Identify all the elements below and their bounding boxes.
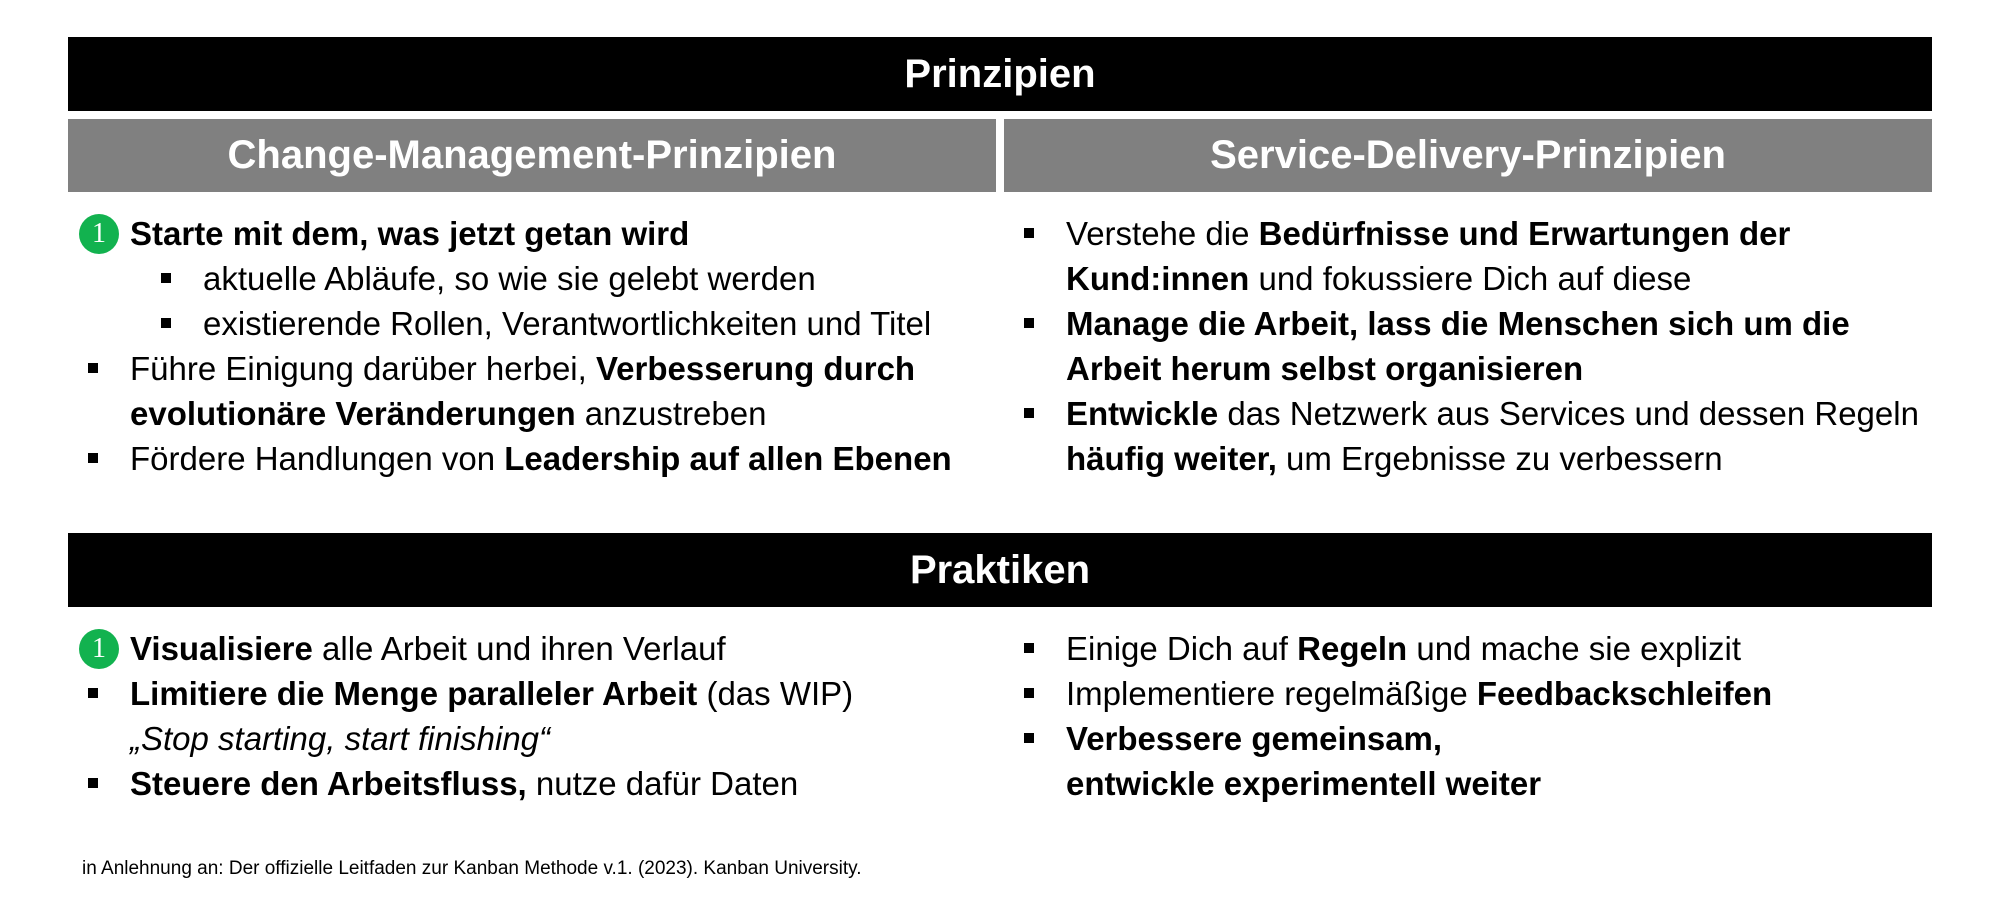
number-badge-icon: 1 (79, 629, 119, 669)
text-segment: Entwickle (1066, 395, 1219, 432)
text-segment: Feedbackschleifen (1476, 675, 1773, 712)
text-segment: nutze dafür Daten (526, 765, 799, 802)
text-segment: (das WIP) (697, 675, 854, 712)
change-management-title: Change-Management-Prinzipien (227, 133, 837, 177)
square-bullet-icon (1024, 688, 1034, 698)
text-segment: Leadership auf allen Ebenen (504, 440, 952, 477)
list-item (70, 301, 1010, 346)
text-segment: Visualisiere (130, 630, 313, 667)
change-management-list (70, 211, 1010, 481)
square-bullet-icon (1024, 643, 1034, 653)
number-badge-icon: 1 (79, 214, 119, 254)
text-segment: Führe Einigung darüber herbei, (130, 350, 596, 387)
text-segment: Verbessere gemeinsam, (1066, 720, 1443, 757)
text-segment: existierende Rollen, Verantwortlichkeiten und Titel (203, 305, 932, 342)
text-segment: Verbesserung durch evolutionäre Veränderungen (130, 350, 916, 432)
list-item (70, 211, 1010, 256)
text-segment: alle Arbeit und ihren Verlauf (312, 630, 726, 667)
list-item (1006, 391, 1926, 481)
text-segment: Regeln (1297, 630, 1408, 667)
text-segment: und mache sie explizit (1407, 630, 1742, 667)
footnote-citation: in Anlehnung an: Der offizielle Leitfaden zur Kanban Methode v.1. (2023). Kanban University. (82, 858, 862, 879)
list-item (70, 436, 1010, 481)
change-management-header (68, 119, 996, 192)
square-bullet-icon (88, 363, 98, 373)
service-delivery-title: Service-Delivery-Prinzipien (1210, 133, 1726, 177)
practices-title: Praktiken (909, 547, 1091, 592)
list-item (70, 346, 1010, 436)
list-item (1006, 301, 1926, 391)
service-delivery-header (1004, 119, 1932, 192)
text-segment: anzustreben (575, 395, 767, 432)
text-segment: um Ergebnisse zu verbessern (1276, 440, 1723, 477)
principles-title: Prinzipien (904, 51, 1096, 96)
text-segment: Einige Dich auf (1066, 630, 1298, 667)
list-item (70, 761, 1010, 806)
text-segment: und fokussiere Dich auf diese (1249, 260, 1692, 297)
text-segment: das Netzwerk aus Services und dessen Regeln (1218, 395, 1919, 432)
square-bullet-icon (1024, 228, 1034, 238)
square-bullet-icon (161, 318, 171, 328)
text-segment: Fördere Handlungen von (130, 440, 505, 477)
list-item (70, 256, 1010, 301)
text-segment: entwickle experimentell weiter (1066, 765, 1542, 802)
practices-right-list (1006, 626, 1926, 806)
text-segment: Manage die Arbeit, lass die Menschen sich um die Arbeit herum selbst organisieren (1066, 305, 1850, 387)
text-segment: Bedürfnisse und Erwartungen der Kund:innen (1066, 215, 1791, 297)
list-item (70, 626, 1010, 671)
square-bullet-icon (88, 778, 98, 788)
text-segment: Starte mit dem, was jetzt getan wird (130, 215, 690, 252)
list-item (70, 671, 1010, 761)
text-segment: häufig weiter, (1066, 440, 1277, 477)
list-item (1006, 211, 1926, 301)
text-segment: Implementiere regelmäßige (1066, 675, 1477, 712)
square-bullet-icon (1024, 408, 1034, 418)
square-bullet-icon (88, 688, 98, 698)
list-item (1006, 716, 1926, 806)
text-segment: Limitiere die Menge paralleler Arbeit (130, 675, 698, 712)
practices-left-list (70, 626, 1010, 806)
practices-header (68, 533, 1932, 607)
text-segment: aktuelle Abläufe, so wie sie gelebt werden (203, 260, 816, 297)
square-bullet-icon (88, 453, 98, 463)
list-item (1006, 626, 1926, 671)
text-segment: Steuere den Arbeitsfluss, (130, 765, 527, 802)
square-bullet-icon (1024, 733, 1034, 743)
service-delivery-list (1006, 211, 1926, 481)
list-item (1006, 671, 1926, 716)
principles-header (68, 37, 1932, 111)
text-segment: Verstehe die (1066, 215, 1259, 252)
square-bullet-icon (161, 273, 171, 283)
text-segment: „Stop starting, start finishing“ (130, 720, 551, 757)
square-bullet-icon (1024, 318, 1034, 328)
